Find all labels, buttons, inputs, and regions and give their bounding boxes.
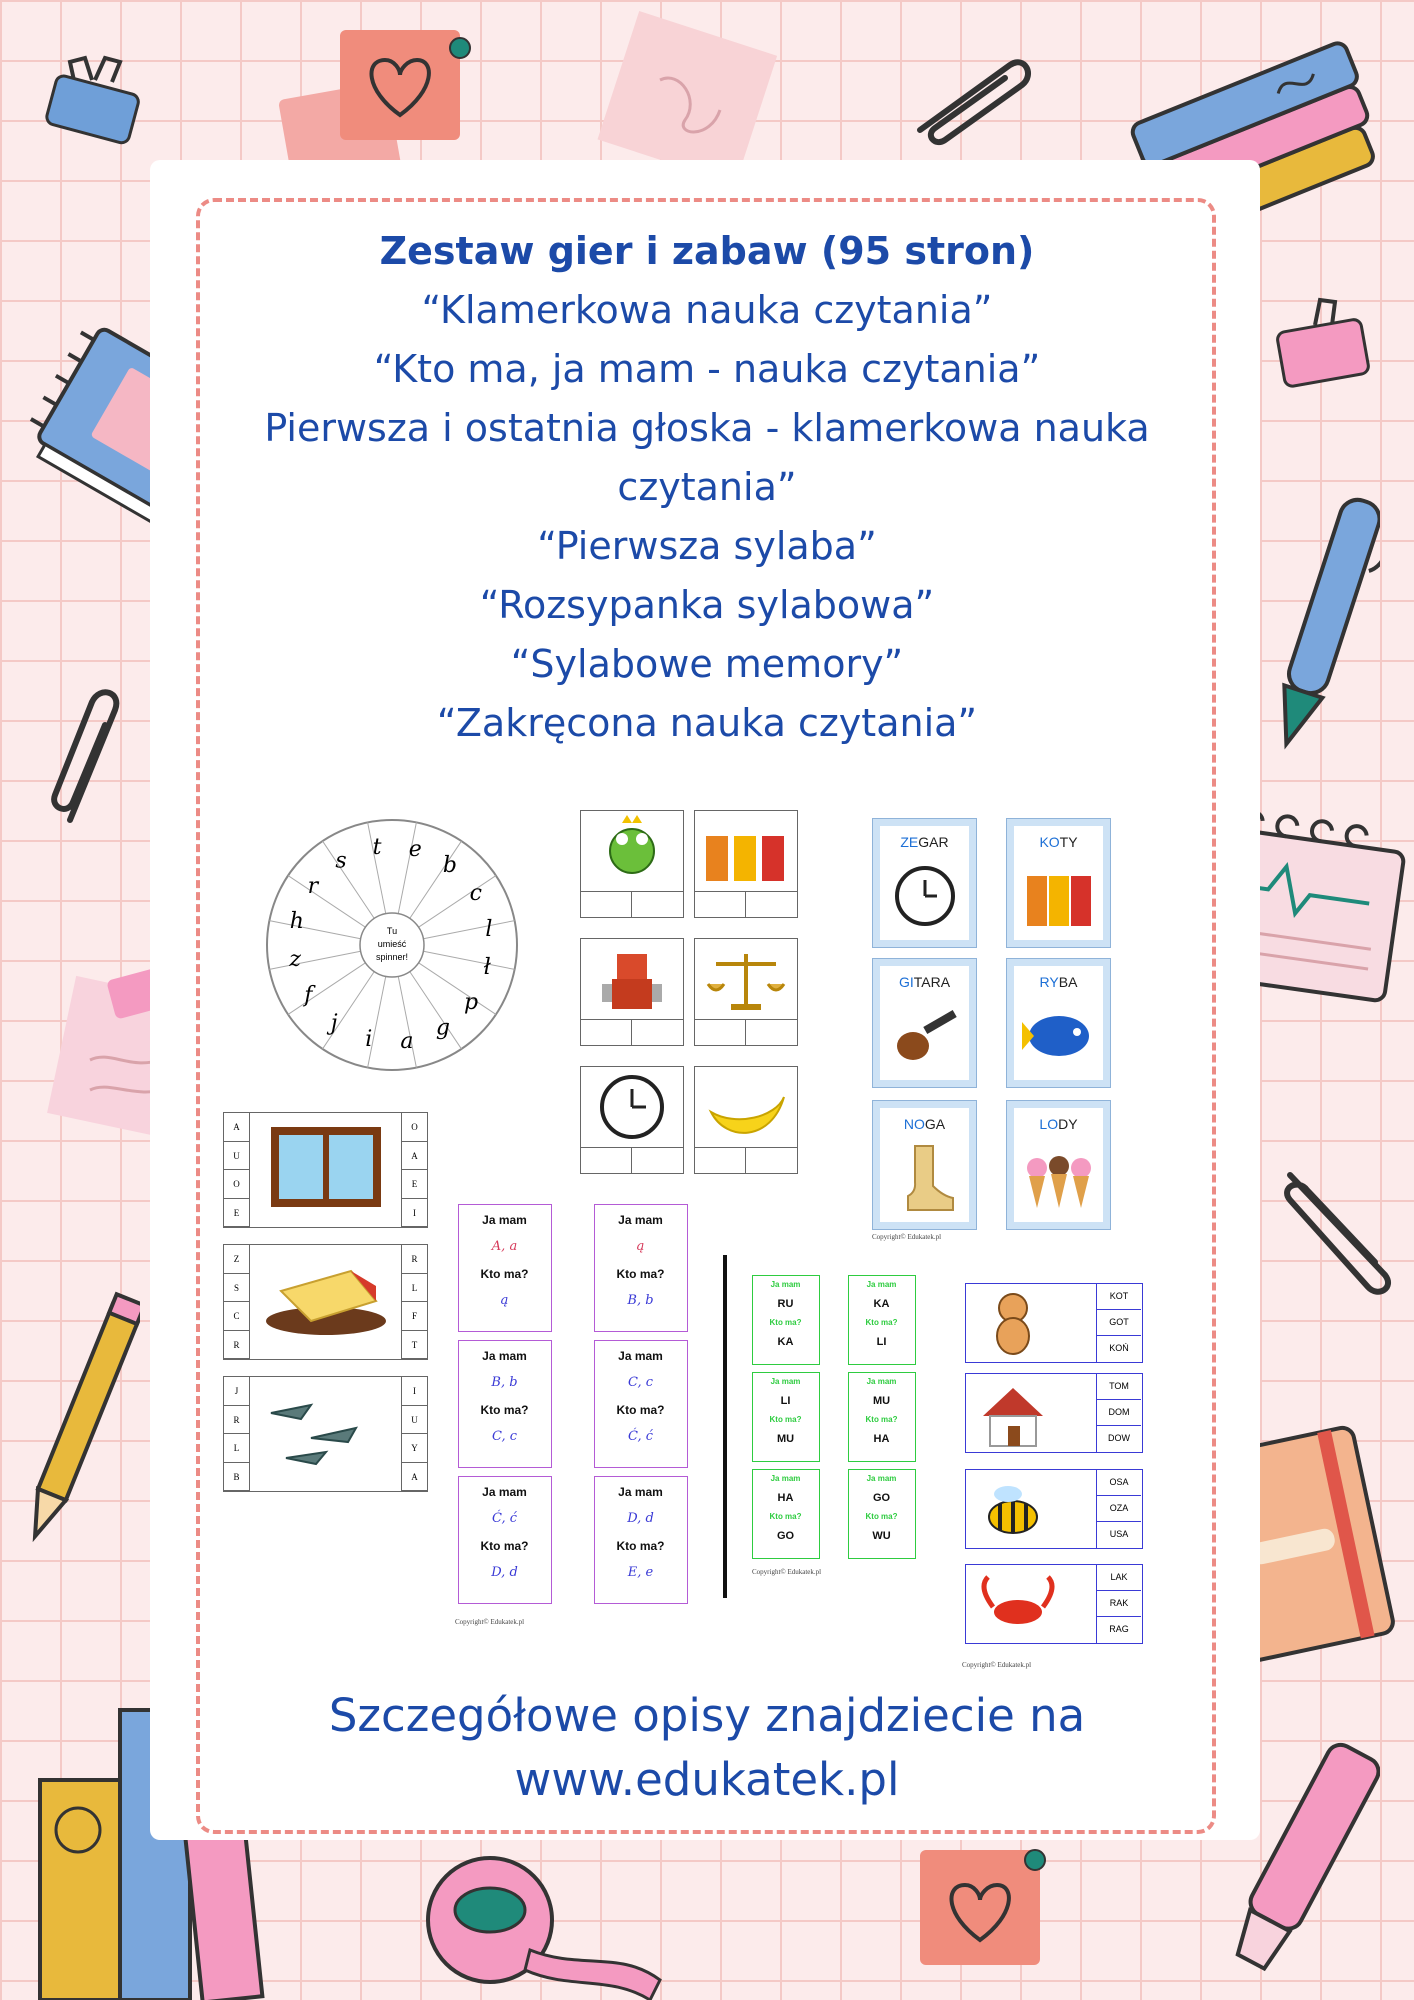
memory-card-image <box>885 1138 965 1218</box>
board-letter: J <box>224 1377 250 1406</box>
ja-mam-text: Kto ma? <box>616 1403 665 1417</box>
picture-card <box>580 1066 684 1174</box>
footer-text: Szczegółowe opisy znajdziecie na <box>328 1689 1086 1742</box>
picture-card <box>694 810 798 918</box>
memory-card-face <box>880 1108 969 1222</box>
word-choice-image <box>968 1286 1063 1361</box>
picture-card <box>580 938 684 1046</box>
title-line: “Kto ma, ja mam - nauka czytania” <box>373 347 1041 391</box>
memory-card-face <box>880 966 969 1080</box>
word-choice-image <box>968 1376 1063 1451</box>
syllable-text: WU <box>872 1530 891 1542</box>
picture-card-image <box>695 939 797 1019</box>
copyright-text: Copyright© Edukatek.pl <box>752 1568 822 1576</box>
paperclip-right-icon <box>1270 1140 1410 1300</box>
spinner-letter: j <box>330 1011 338 1037</box>
binder-clip-icon <box>40 50 150 160</box>
board-letter: L <box>224 1434 250 1463</box>
memory-card-word <box>880 834 969 850</box>
title-line: “Pierwsza sylaba” <box>537 524 877 568</box>
letter-board <box>223 1112 428 1228</box>
spinner-letter: z <box>289 946 301 972</box>
syllable-text: Ja mam <box>866 1474 897 1483</box>
heart-note-bottom-icon <box>900 1830 1060 1980</box>
spinner-letter: h <box>289 908 304 934</box>
pen-icon <box>1270 480 1380 770</box>
letter-board <box>223 1244 428 1360</box>
ja-mam-text: Ja mam <box>482 1349 527 1363</box>
spinner-letter: ł <box>483 955 491 981</box>
copyright-text: Copyright© Edukatek.pl <box>455 1618 525 1626</box>
main-title: Zestaw gier i zabaw (95 stron) <box>379 229 1035 273</box>
ja-mam-card[interactable] <box>458 1204 552 1332</box>
spinner-letter: r <box>307 874 319 900</box>
memory-card-word <box>1014 834 1103 850</box>
board-letter: E <box>224 1199 250 1228</box>
word-option[interactable]: DOW <box>1096 1426 1141 1452</box>
syllable-text: Ja mam <box>866 1377 897 1386</box>
word-option[interactable]: USA <box>1096 1522 1141 1548</box>
spinner-letter: c <box>469 881 482 907</box>
syllable-text: Kto ma? <box>769 1512 802 1521</box>
title-line: “Sylabowe memory” <box>510 642 904 686</box>
divider <box>723 1255 727 1598</box>
copyright-text: Copyright© Edukatek.pl <box>962 1661 1032 1669</box>
picture-card-image <box>695 811 797 891</box>
board-image <box>251 1251 401 1351</box>
syllable-card[interactable] <box>848 1372 916 1462</box>
word-rest: TY <box>1059 834 1078 850</box>
picture-card-slot <box>695 891 797 918</box>
paperclip-left-icon <box>40 680 140 840</box>
syllable-text: Ja mam <box>770 1377 801 1386</box>
memory-card-image <box>885 996 965 1076</box>
memory-card-word <box>1014 1116 1103 1132</box>
board-letter: C <box>224 1302 250 1331</box>
word-rest: BA <box>1058 974 1078 990</box>
spinner-letter: e <box>408 836 422 862</box>
syllable-text: GO <box>872 1492 891 1504</box>
syllable-text: LI <box>780 1395 791 1407</box>
picture-card-slot <box>695 1147 797 1174</box>
board-image <box>251 1119 401 1219</box>
board-letter: R <box>224 1406 250 1435</box>
memory-card-face <box>1014 966 1103 1080</box>
board-letter: Y <box>401 1434 427 1463</box>
paperclip-icon <box>900 40 1040 150</box>
ja-mam-text: Ja mam <box>482 1213 527 1227</box>
syllable-text: Kto ma? <box>865 1512 898 1521</box>
word-rest: GA <box>924 1116 946 1132</box>
syllable-card[interactable] <box>752 1469 820 1559</box>
syllable-text: MU <box>776 1433 795 1445</box>
picture-card <box>580 810 684 918</box>
letter-spinner-wheel <box>262 815 522 1075</box>
board-letter: A <box>401 1142 427 1171</box>
syllable-card[interactable] <box>752 1275 820 1365</box>
memory-card-face <box>880 826 969 940</box>
board-letter: F <box>401 1302 427 1331</box>
memory-card[interactable] <box>872 958 977 1088</box>
spinner-letter: p <box>464 989 479 1015</box>
memory-card[interactable] <box>1006 818 1111 948</box>
picture-card-image <box>581 1067 683 1147</box>
syllable-highlight: RY <box>1039 974 1059 990</box>
memory-card[interactable] <box>1006 958 1111 1088</box>
word-rest: DY <box>1058 1116 1078 1132</box>
memory-card[interactable] <box>872 1100 977 1230</box>
syllable-highlight: ZE <box>900 834 919 850</box>
ja-mam-card[interactable] <box>458 1476 552 1604</box>
board-letter: U <box>401 1406 427 1435</box>
picture-card-slot <box>581 891 683 918</box>
memory-card-word <box>1014 974 1103 990</box>
copyright-text: Copyright© Edukatek.pl <box>872 1233 942 1241</box>
ja-mam-text: Ć, ć <box>491 1511 518 1526</box>
syllable-text: MU <box>872 1395 891 1407</box>
website-link[interactable]: www.edukatek.pl <box>514 1753 900 1806</box>
footer <box>200 1684 1214 1812</box>
board-letter: A <box>224 1113 250 1142</box>
spinner-letter: f <box>304 982 313 1008</box>
spinner-letter: g <box>435 1015 450 1041</box>
word-option[interactable]: LAK <box>1096 1565 1141 1591</box>
ja-mam-text: Ja mam <box>618 1485 663 1499</box>
spinner-center-text: umieść <box>377 939 407 949</box>
spinner-letter: t <box>372 835 382 861</box>
spinner-letter: b <box>442 852 457 878</box>
slot-divider <box>631 892 632 918</box>
ja-mam-text: Ć, ć <box>627 1429 654 1444</box>
word-option[interactable]: RAG <box>1096 1617 1141 1643</box>
syllable-text: HA <box>777 1492 794 1504</box>
ja-mam-text: Kto ma? <box>480 1267 529 1281</box>
syllable-text: KA <box>873 1298 890 1310</box>
syllable-text: Kto ma? <box>769 1318 802 1327</box>
spinner-center-text: Tu <box>386 926 398 936</box>
word-option[interactable]: OSA <box>1096 1470 1141 1496</box>
ja-mam-text: C, c <box>491 1429 518 1444</box>
title-line: czytania” <box>617 465 797 509</box>
picture-card-slot <box>695 1019 797 1046</box>
letter-board <box>223 1376 428 1492</box>
word-rest: TARA <box>913 974 951 990</box>
ja-mam-text: Kto ma? <box>616 1539 665 1553</box>
slot-divider <box>631 1148 632 1174</box>
memory-card-face <box>1014 826 1103 940</box>
spinner-letter: a <box>400 1028 414 1054</box>
ja-mam-text: Kto ma? <box>616 1267 665 1281</box>
memory-card-image <box>1019 856 1099 936</box>
board-letter: A <box>401 1463 427 1492</box>
board-letter: I <box>401 1199 427 1228</box>
word-choice-row <box>965 1283 1143 1363</box>
syllable-text: GO <box>776 1530 795 1542</box>
slot-divider <box>631 1020 632 1046</box>
ja-mam-card[interactable] <box>458 1340 552 1468</box>
ja-mam-text: ą <box>636 1239 645 1254</box>
spinner-center-text: spinner! <box>375 952 409 962</box>
syllable-highlight: LO <box>1039 1116 1059 1132</box>
word-rest: GAR <box>918 834 949 850</box>
memory-card[interactable] <box>1006 1100 1111 1230</box>
picture-card-slot <box>581 1147 683 1174</box>
ja-mam-text: Kto ma? <box>480 1403 529 1417</box>
ja-mam-text: Ja mam <box>618 1349 663 1363</box>
title-line: “Zakręcona nauka czytania” <box>436 701 978 745</box>
board-letter: O <box>401 1113 427 1142</box>
syllable-text: LI <box>876 1336 887 1348</box>
word-choice-image <box>968 1567 1063 1642</box>
ja-mam-text: A, a <box>491 1239 518 1254</box>
syllable-highlight: KO <box>1039 834 1060 850</box>
ja-mam-text: ą <box>500 1293 509 1308</box>
picture-card-image <box>581 939 683 1019</box>
syllable-text: Ja mam <box>770 1280 801 1289</box>
board-image <box>251 1383 401 1483</box>
spinner-letter: s <box>335 848 347 874</box>
board-letter: E <box>401 1170 427 1199</box>
word-option[interactable]: GOT <box>1096 1310 1141 1336</box>
syllable-text: RU <box>777 1298 794 1310</box>
syllable-text: Kto ma? <box>769 1415 802 1424</box>
ja-mam-text: D, d <box>627 1511 654 1526</box>
syllable-card[interactable] <box>848 1469 916 1559</box>
word-choice-row <box>965 1564 1143 1644</box>
slot-divider <box>745 1020 746 1046</box>
title-line: “Rozsypanka sylabowa” <box>479 583 935 627</box>
memory-card[interactable] <box>872 818 977 948</box>
ja-mam-text: B, b <box>627 1293 654 1308</box>
ja-mam-card[interactable] <box>594 1204 688 1332</box>
syllable-text: Ja mam <box>770 1474 801 1483</box>
memory-card-face <box>1014 1108 1103 1222</box>
syllable-highlight: NO <box>903 1116 925 1132</box>
board-letter: R <box>401 1245 427 1274</box>
memory-card-word <box>880 974 969 990</box>
pink-binder-clip-icon <box>1270 290 1380 400</box>
ja-mam-text: Kto ma? <box>480 1539 529 1553</box>
board-letter: R <box>224 1331 250 1360</box>
board-letter: L <box>401 1274 427 1303</box>
slot-divider <box>745 1148 746 1174</box>
picture-card-image <box>581 811 683 891</box>
picture-card <box>694 938 798 1046</box>
syllable-card[interactable] <box>848 1275 916 1365</box>
ja-mam-text: Ja mam <box>618 1213 663 1227</box>
ja-mam-card[interactable] <box>594 1476 688 1604</box>
board-letter: O <box>224 1170 250 1199</box>
syllable-highlight: GI <box>898 974 914 990</box>
memory-card-image <box>1019 1138 1099 1218</box>
picture-card-slot <box>581 1019 683 1046</box>
slot-divider <box>745 892 746 918</box>
word-choice-image <box>968 1472 1063 1547</box>
word-option[interactable]: KOT <box>1096 1284 1141 1310</box>
picture-card <box>694 1066 798 1174</box>
board-letter: S <box>224 1274 250 1303</box>
memory-card-word <box>880 1116 969 1132</box>
spinner-letter: l <box>485 917 493 943</box>
title-line: Pierwsza i ostatnia głoska - klamerkowa nauka <box>264 406 1150 450</box>
ja-mam-text: D, d <box>491 1565 518 1580</box>
board-letter: Z <box>224 1245 250 1274</box>
memory-card-image <box>1019 996 1099 1076</box>
pencil-icon <box>20 1290 140 1560</box>
title-line: “Klamerkowa nauka czytania” <box>421 288 993 332</box>
syllable-card[interactable] <box>752 1372 820 1462</box>
memory-card-image <box>885 856 965 936</box>
ja-mam-text: E, e <box>627 1565 654 1580</box>
spinner-letter: i <box>365 1027 373 1053</box>
syllable-text: HA <box>873 1433 890 1445</box>
ja-mam-text: C, c <box>627 1375 654 1390</box>
word-choice-row <box>965 1469 1143 1549</box>
title-block <box>200 222 1214 753</box>
picture-card-image <box>695 1067 797 1147</box>
syllable-text: KA <box>777 1336 794 1348</box>
ja-mam-card[interactable] <box>594 1340 688 1468</box>
syllable-text: Ja mam <box>866 1280 897 1289</box>
word-option[interactable]: DOM <box>1096 1400 1141 1426</box>
word-option[interactable]: OZA <box>1096 1496 1141 1522</box>
board-letter: U <box>224 1142 250 1171</box>
board-letter: B <box>224 1463 250 1492</box>
ja-mam-text: Ja mam <box>482 1485 527 1499</box>
word-option[interactable]: RAK <box>1096 1591 1141 1617</box>
ja-mam-text: B, b <box>491 1375 518 1390</box>
board-letter: I <box>401 1377 427 1406</box>
board-letter: T <box>401 1331 427 1360</box>
word-option[interactable]: KOŃ <box>1096 1336 1141 1362</box>
word-choice-row <box>965 1373 1143 1453</box>
washi-tape-icon <box>410 1840 670 2000</box>
syllable-text: Kto ma? <box>865 1318 898 1327</box>
syllable-text: Kto ma? <box>865 1415 898 1424</box>
word-option[interactable]: TOM <box>1096 1374 1141 1400</box>
